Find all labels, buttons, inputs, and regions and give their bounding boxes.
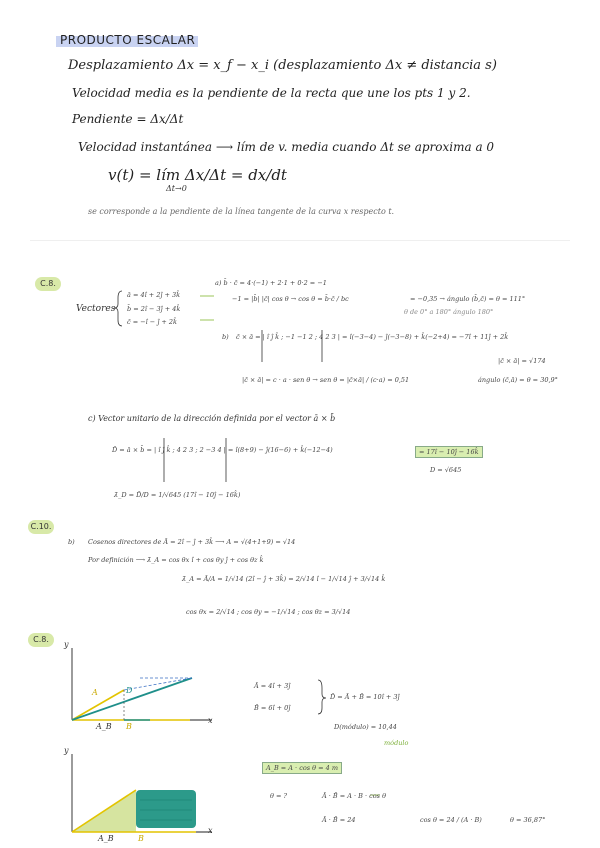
ex1-a-answer: = −0,35 → ángulo (b̄,c̄) = θ = 111° bbox=[410, 295, 526, 303]
ex1-a-line2: −1 = |b̄| |c̄| cos θ → cos θ = b̄·c̄ / bc bbox=[232, 295, 349, 303]
ex2-b-label: b) bbox=[68, 538, 75, 546]
ex1-a-line1: a) b̄ · c̄ = 4·(−1) + 2·1 + 0·2 = −1 bbox=[215, 279, 327, 287]
vector-c: c̄ = −î − ĵ + 2k̂ bbox=[127, 318, 177, 326]
note-avg-velocity: Velocidad media es la pendiente de la recta que une los pts 1 y 2. bbox=[72, 86, 471, 100]
ex3-modulo-note: módulo bbox=[384, 739, 409, 747]
ex1-c-result: = 17î − 10ĵ − 16k̂ bbox=[415, 446, 483, 458]
vector-b: b̄ = 2î − 3ĵ + 4k̂ bbox=[127, 305, 181, 313]
vectors-brace bbox=[114, 291, 122, 326]
ex1-b-angle: ángulo (c̄,ā) = θ = 30,9° bbox=[478, 376, 558, 384]
sum-brace bbox=[318, 680, 326, 714]
graph1-d-label: D bbox=[126, 686, 133, 695]
vector-graph-1 bbox=[72, 648, 212, 720]
note-instant-velocity: Velocidad instantánea ⟶ lím de v. media cuando Δt se aproxima a 0 bbox=[78, 140, 495, 154]
ex2-line3: λ̄_A = Ā/A = 1/√14 (2î − ĵ + 3k̂) = 2/√14 î − 1/√14 ĵ + 3/√14 k̂ bbox=[182, 575, 386, 583]
note-displacement: Desplazamiento Δx = x_f − x_i (desplazamiento Δx ≠ distancia s) bbox=[68, 58, 497, 73]
vector-a: ā = 4î + 2ĵ + 3k̂ bbox=[127, 291, 181, 299]
ex3-vec-b: B̄ = 6î + 0ĵ bbox=[254, 704, 291, 712]
ex2-line2: Por definición ⟶ λ̄_A = cos θx î + cos θy ĵ + cos θz k̂ bbox=[88, 556, 264, 564]
ex1-b-sen: |c̄ × ā| = c · a · sen θ → sen θ = |c̄×ā| / (c·a) = 0,51 bbox=[242, 376, 410, 384]
ex3-sum: D̄ = Ā + B̄ = 10î + 3ĵ bbox=[330, 693, 400, 701]
ex3-dot3: cos θ = 24 / (A · B) bbox=[420, 816, 482, 824]
graph1-y-label: y bbox=[64, 640, 69, 649]
graph1-b-label: B bbox=[126, 722, 132, 731]
note-slope: Pendiente = Δx/Δt bbox=[72, 112, 184, 126]
ex3-theta: θ = ? bbox=[270, 792, 287, 800]
graph1-ab-label: A_B bbox=[96, 722, 112, 731]
ex1-b-cross: c̄ × ā = | î ĵ k̂ ; −1 −1 2 ; 4 2 3 | = î(−3−4) − ĵ(−3−8) + k̂(−2+4) = −7î + 11ĵ + 2k̂ bbox=[236, 333, 509, 341]
ex3-vec-a: Ā = 4î + 3ĵ bbox=[254, 682, 291, 690]
graph1-a-label: A bbox=[92, 688, 98, 697]
ex3-modulo: D(módulo) = 10,44 bbox=[334, 723, 397, 731]
note-tangent: se corresponde a la pendiente de la línea tangente de la curva x respecto t. bbox=[88, 207, 395, 216]
graph2-ab-label: A_B bbox=[98, 834, 114, 843]
ex3-dot4: θ = 36,87° bbox=[510, 816, 546, 824]
graph2-y-label: y bbox=[64, 746, 69, 755]
ex1-c-mod: D = √645 bbox=[430, 466, 462, 474]
ex3-projection: A_B = A · cos θ = 4 m bbox=[262, 762, 342, 774]
exercise-tag: C.8. bbox=[28, 633, 54, 647]
note-limit-sub: Δt→0 bbox=[166, 184, 187, 193]
ex1-b-mod: |c̄ × ā| = √174 bbox=[498, 357, 546, 365]
exercise-tag: C.10. bbox=[28, 520, 54, 534]
ex1-c-unit: λ̄_D = D̄/D = 1/√645 (17î − 10ĵ − 16k̂) bbox=[114, 491, 241, 499]
ex3-dot1: Ā · B̄ = A · B · cos θ bbox=[322, 792, 386, 800]
ex3-dot2: Ā · B̄ = 24 bbox=[322, 816, 356, 824]
note-limit-formula: v(t) = lím Δx/Δt = dx/dt bbox=[108, 166, 287, 184]
page-title: PRODUCTO ESCALAR bbox=[60, 33, 196, 47]
graph2-b-label: B bbox=[138, 834, 144, 843]
ex2-line4: cos θx = 2/√14 ; cos θy = −1/√14 ; cos θz = 3/√14 bbox=[186, 608, 351, 616]
vector-graph-2 bbox=[72, 754, 212, 832]
ex1-b-label: b) bbox=[222, 333, 229, 341]
ex1-c-label: c) Vector unitario de la dirección definida por el vector ā × b̄ bbox=[88, 414, 336, 423]
graph1-x-label: x bbox=[208, 716, 213, 725]
ex1-c-cross: D̄ = ā × b̄ = | î ĵ k̂ ; 4 2 3 ; 2 −3 4 | = î(8+9) − ĵ(16−6) + k̂(−12−4) bbox=[112, 446, 333, 454]
vectors-label: Vectores bbox=[76, 304, 116, 314]
ex1-a-note: θ de 0° a 180° ángulo 180° bbox=[404, 308, 494, 316]
ex2-line1: Cosenos directores de Ā = 2î − ĵ + 3k̂ ⟶ A = √(4+1+9) = √14 bbox=[88, 538, 296, 546]
exercise-tag: C.8. bbox=[35, 277, 61, 291]
graph2-x-label: x bbox=[208, 826, 213, 835]
